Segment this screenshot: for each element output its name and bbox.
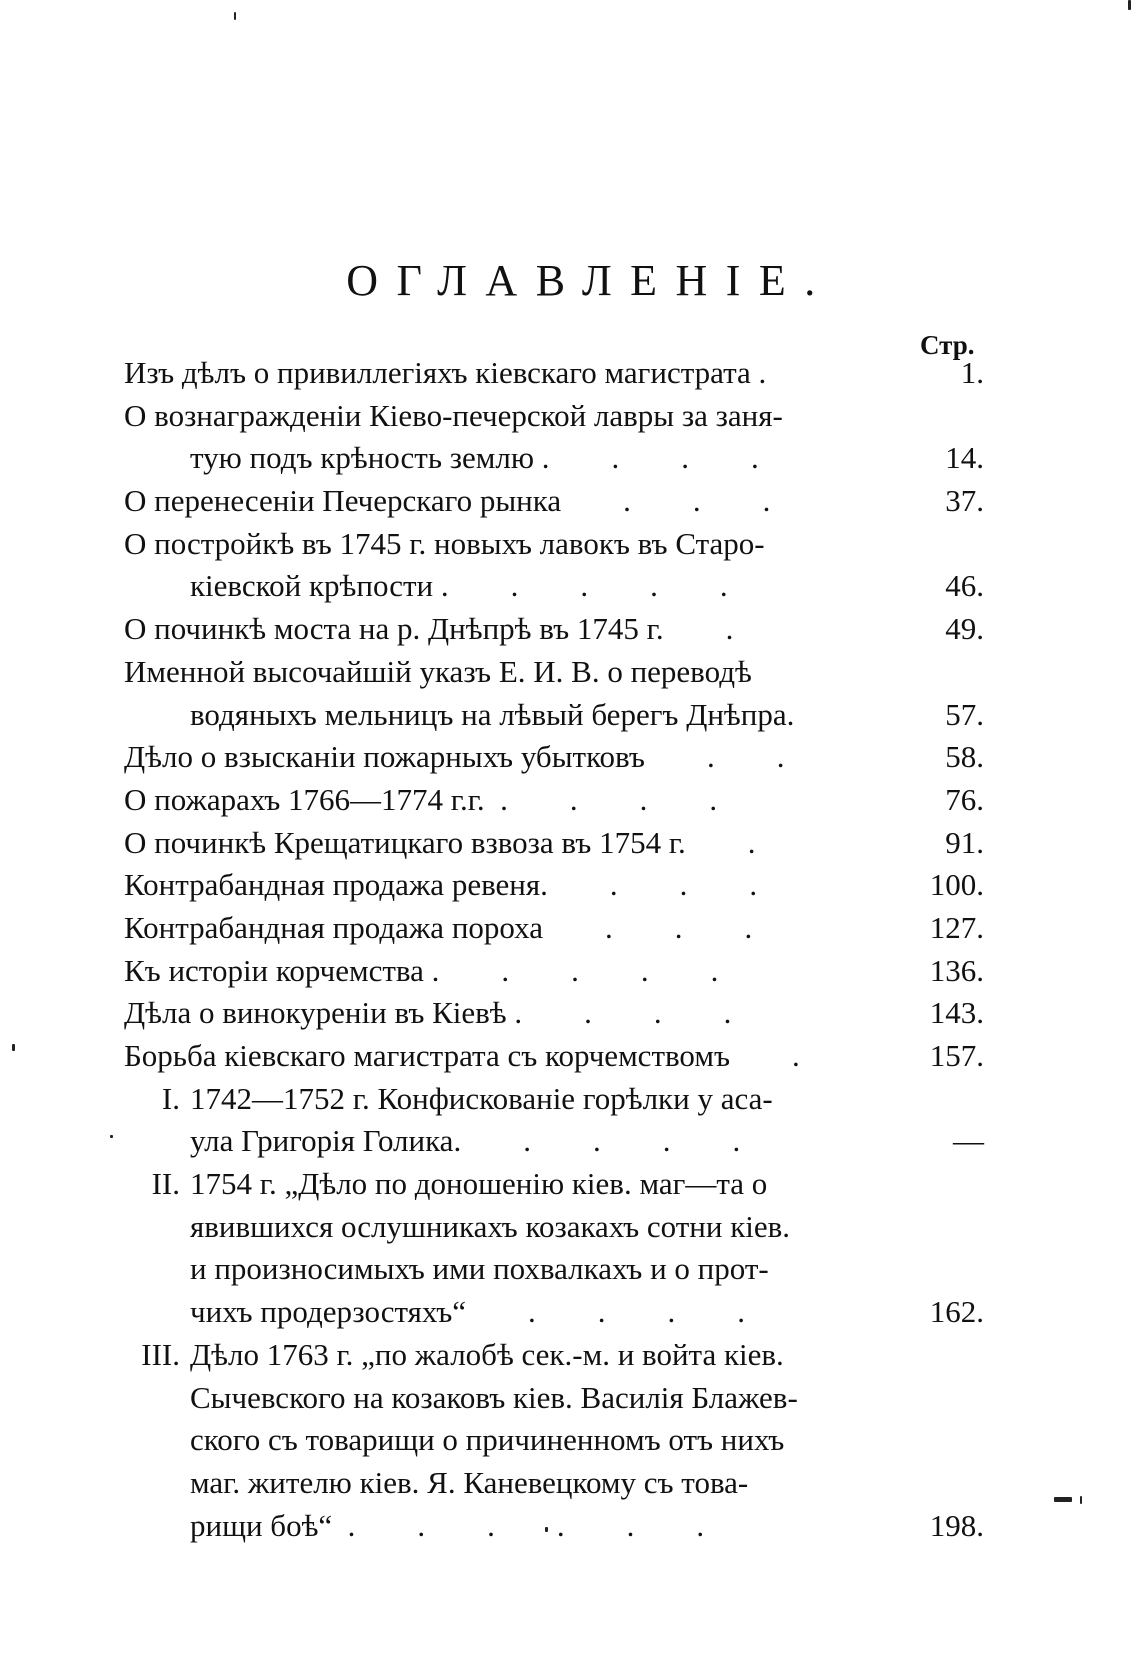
entry-text: О пожарахъ 1766—1774 г.г. . . . . bbox=[124, 781, 718, 817]
page-number: 162. bbox=[929, 1294, 984, 1330]
entry-text: О починкѣ моста на р. Днѣпрѣ въ 1745 г. . bbox=[124, 611, 734, 647]
toc-subentry-line bbox=[124, 1163, 984, 1206]
toc-subentry-line bbox=[124, 1419, 984, 1462]
entry-text: рищи боѣ“ . . . . . . bbox=[190, 1507, 705, 1543]
section-numeral: II. bbox=[151, 1166, 180, 1202]
toc-subentry-line bbox=[124, 1377, 984, 1420]
section-numeral: III. bbox=[141, 1336, 180, 1372]
toc-entry-line bbox=[124, 779, 984, 822]
entry-text: Контрабандная продажа ревеня. . . . bbox=[124, 867, 758, 903]
entry-text: О починкѣ Крещатицкаго взвоза въ 1754 г. . bbox=[124, 824, 756, 860]
page-speck bbox=[1080, 1496, 1082, 1504]
entry-text: водяныхъ мельницъ на лѣвый берегъ Днѣпра. bbox=[190, 696, 795, 732]
section-numeral: I. bbox=[161, 1080, 180, 1116]
entry-text: Борьба кіевскаго магистрата съ корчемствомъ . bbox=[124, 1038, 800, 1073]
page-number: 14. bbox=[945, 440, 984, 476]
toc-entry-line bbox=[124, 352, 984, 395]
toc-entry-line bbox=[124, 608, 984, 651]
toc-entry-line bbox=[124, 907, 984, 950]
entry-text: Къ исторіи корчемства . . . . . bbox=[124, 952, 719, 988]
toc-subentry-line bbox=[124, 1505, 984, 1548]
toc-subentry-line bbox=[124, 1206, 984, 1249]
page-number: 100. bbox=[929, 867, 984, 903]
toc-subentry-line bbox=[124, 1462, 984, 1505]
toc-subentry-line bbox=[124, 1120, 984, 1163]
page-speck bbox=[110, 1135, 113, 1138]
entry-text: Контрабандная продажа пороха . . . bbox=[124, 909, 753, 945]
entry-text: Изъ дѣлъ о привиллегіяхъ кіевскаго магистрата . bbox=[124, 355, 767, 390]
entry-text: Дѣло о взысканіи пожарныхъ убытковъ . . bbox=[124, 739, 785, 775]
page-number: 143. bbox=[929, 995, 984, 1031]
toc-entry-line bbox=[124, 480, 984, 523]
toc-entry-line bbox=[124, 565, 984, 608]
toc-entry-line bbox=[124, 736, 984, 779]
table-of-contents bbox=[124, 352, 984, 1547]
toc-subentry-line bbox=[124, 1334, 984, 1377]
entry-text: О перенесеніи Печерскаго рынка . . . bbox=[124, 483, 771, 519]
page-column-header: Стр. bbox=[920, 330, 975, 360]
toc-entry-line bbox=[124, 1035, 984, 1078]
entry-text: Дѣла о винокуреніи въ Кіевѣ . . . . bbox=[124, 995, 732, 1031]
page-number: 127. bbox=[929, 909, 984, 945]
toc-subentry-line bbox=[124, 1078, 984, 1121]
toc-entry-line bbox=[124, 651, 984, 694]
page-speck bbox=[234, 12, 236, 20]
entry-text: чихъ продерзостяхъ“ . . . . bbox=[190, 1294, 745, 1330]
toc-entry-line bbox=[124, 822, 984, 865]
page-speck bbox=[1054, 1497, 1072, 1502]
toc-subentry-line bbox=[124, 1248, 984, 1291]
entry-text: ула Григорія Голика. . . . . bbox=[190, 1123, 741, 1159]
toc-entry-line bbox=[124, 437, 984, 480]
page-title: ОГЛАВЛЕНІЕ. bbox=[346, 256, 834, 306]
entry-text: и произносимыхъ ими похвалкахъ и о прот- bbox=[190, 1251, 769, 1287]
entry-text: 1742—1752 г. Конфискованіе горѣлки у аса- bbox=[190, 1080, 773, 1116]
entry-text: тую подъ крѣность землю . . . . bbox=[190, 440, 759, 476]
page-number: 46. bbox=[945, 568, 984, 604]
toc-entry-line bbox=[124, 694, 984, 737]
page-number: — bbox=[953, 1123, 984, 1159]
toc-subentry-line bbox=[124, 1291, 984, 1334]
page-number: 76. bbox=[945, 781, 984, 817]
toc-entry-line bbox=[124, 864, 984, 907]
page-number: 37. bbox=[945, 483, 984, 519]
entry-text: 1754 г. „Дѣло по доношенію кіев. маг—та о bbox=[190, 1166, 768, 1202]
entry-text: О постройкѣ въ 1745 г. новыхъ лавокъ въ Старо- bbox=[124, 525, 765, 561]
page-number: 1. bbox=[960, 355, 984, 390]
page-number: 49. bbox=[945, 611, 984, 647]
page-speck bbox=[12, 1044, 15, 1051]
toc-entry-line bbox=[124, 950, 984, 993]
toc-entry-line bbox=[124, 992, 984, 1035]
entry-text: ского съ товарищи о причиненномъ отъ нихъ bbox=[190, 1422, 785, 1458]
toc-entry-line bbox=[124, 523, 984, 566]
page-number: 198. bbox=[929, 1507, 984, 1543]
page-speck bbox=[1128, 0, 1131, 10]
entry-text: Именной высочайшій указъ Е. И. В. о переводѣ bbox=[124, 653, 752, 689]
entry-text: маг. жителю кіев. Я. Каневецкому съ това- bbox=[190, 1464, 749, 1500]
toc-entry-line bbox=[124, 395, 984, 438]
page-number: 58. bbox=[945, 739, 984, 775]
page-number: 157. bbox=[929, 1038, 984, 1073]
page-number: 91. bbox=[945, 824, 984, 860]
page-number: 57. bbox=[945, 696, 984, 732]
entry-text: Сычевского на козаковъ кіев. Василія Блажев- bbox=[190, 1379, 798, 1415]
entry-text: О вознагражденіи Кіево-печерской лавры за заня- bbox=[124, 397, 783, 433]
entry-text: явившихся ослушникахъ козакахъ сотни кіев. bbox=[190, 1208, 791, 1244]
entry-text: кіевской крѣпости . . . . . bbox=[190, 568, 728, 604]
page-number: 136. bbox=[929, 952, 984, 988]
entry-text: Дѣло 1763 г. „по жалобѣ сек.-м. и войта кіев. bbox=[190, 1336, 784, 1372]
